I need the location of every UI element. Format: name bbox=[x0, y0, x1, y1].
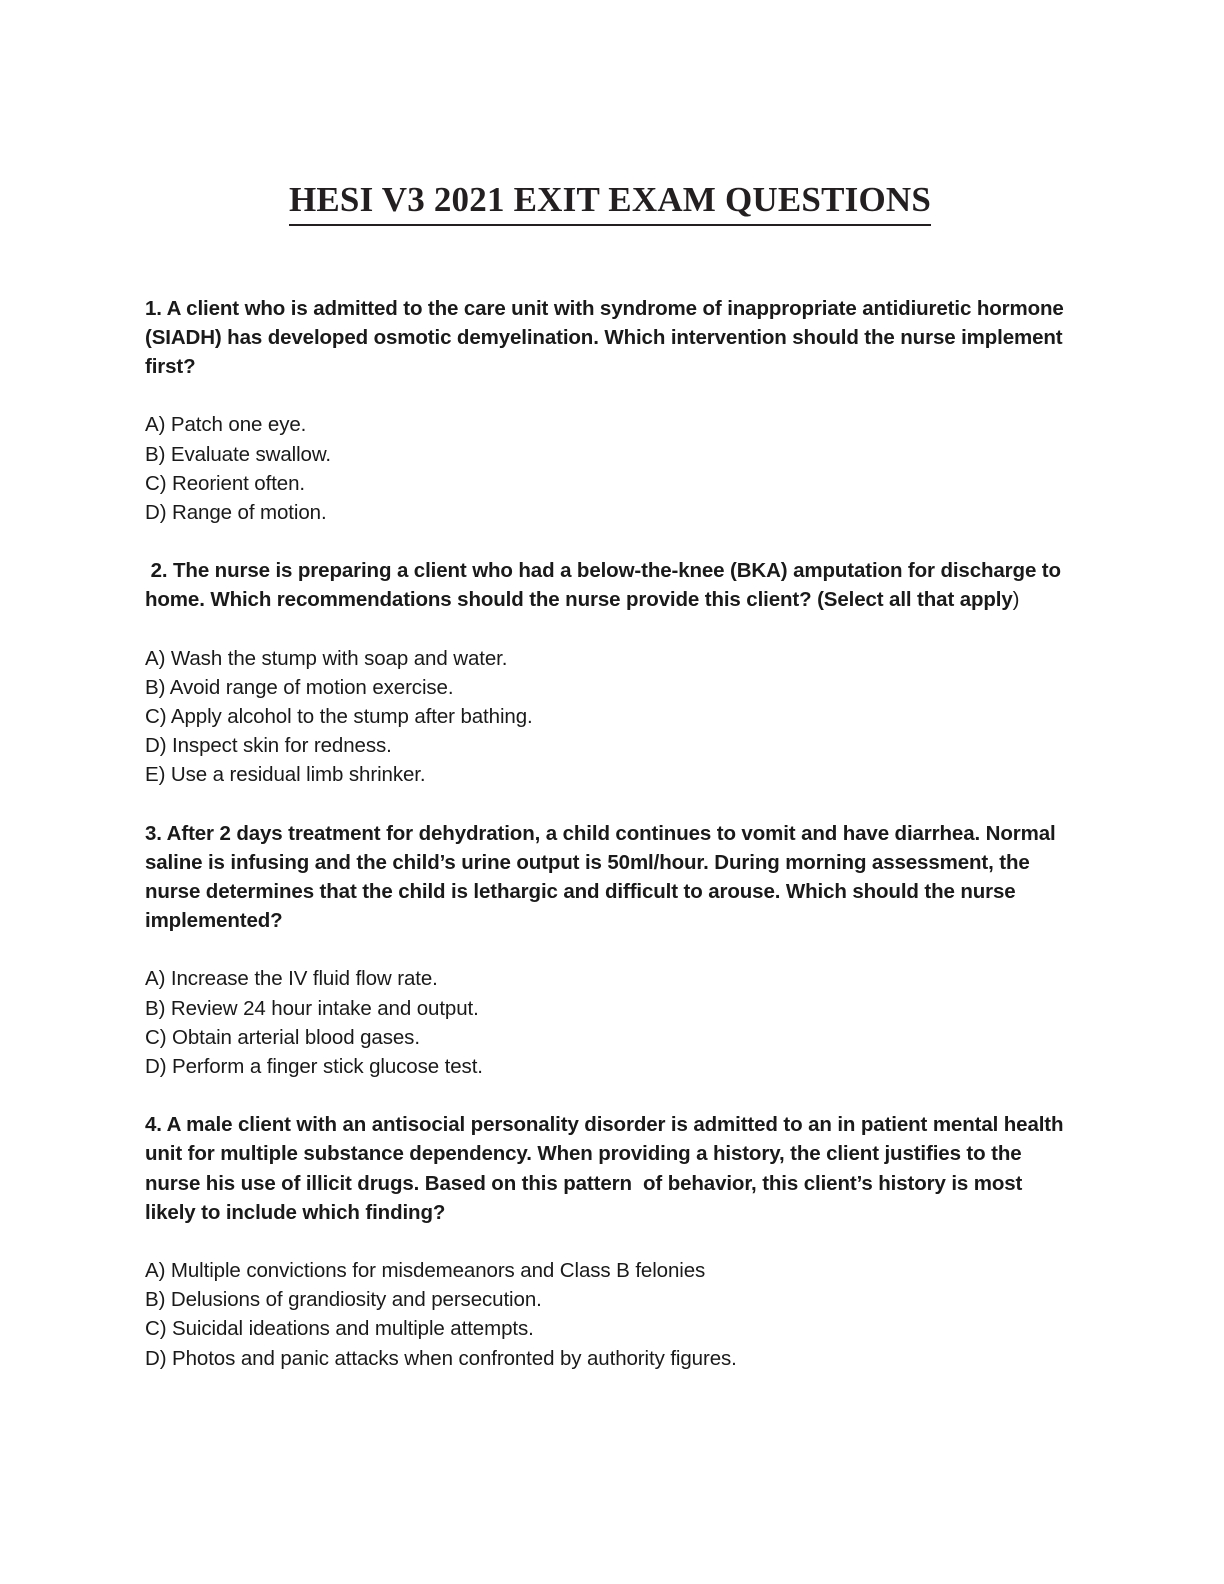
question-stem-2-tail: ) bbox=[1012, 588, 1020, 612]
option-3-a[interactable]: A) Increase the IV fluid flow rate. bbox=[145, 967, 438, 991]
question-block-1 bbox=[145, 294, 1075, 527]
option-list-3 bbox=[145, 964, 1075, 1081]
question-block-3 bbox=[145, 819, 1075, 1082]
option-1-c[interactable]: C) Reorient often. bbox=[145, 471, 305, 495]
spacer-q1-q2 bbox=[145, 527, 1075, 556]
question-stem-2 bbox=[145, 556, 1075, 614]
option-list-1 bbox=[145, 410, 1075, 527]
option-list-4 bbox=[145, 1256, 1075, 1373]
option-3-b[interactable]: B) Review 24 hour intake and output. bbox=[145, 996, 479, 1020]
question-stem-1 bbox=[145, 294, 1075, 382]
option-2-a[interactable]: A) Wash the stump with soap and water. bbox=[145, 646, 508, 670]
option-list-2 bbox=[145, 644, 1075, 790]
question-stem-3-text: 3. After 2 days treatment for dehydration, a child continues to vomit and have diarrhea. Normal saline is infusing and the child’s urine output is 50ml/hour. During morning assessment, the nurse determines that the child is lethargic and difficult to arouse. Which should the nurse implemented? bbox=[145, 821, 1062, 933]
page-title-text: HESI V3 2021 EXIT EXAM QUESTIONS bbox=[289, 182, 931, 226]
option-4-c[interactable]: C) Suicidal ideations and multiple attempts. bbox=[145, 1317, 534, 1341]
option-1-b[interactable]: B) Evaluate swallow. bbox=[145, 442, 332, 466]
question-stem-2-text: 2. The nurse is preparing a client who had a below-the-knee (BKA) amputation for discharge to home. Which recommendations should the nurse provide this client? (Select all that apply bbox=[145, 559, 1067, 612]
question-block-4 bbox=[145, 1110, 1075, 1373]
option-1-d[interactable]: D) Range of motion. bbox=[145, 500, 327, 524]
question-stem-4 bbox=[145, 1110, 1075, 1227]
question-stem-3 bbox=[145, 819, 1075, 936]
option-1-a[interactable]: A) Patch one eye. bbox=[145, 413, 307, 437]
option-2-c[interactable]: C) Apply alcohol to the stump after bathing. bbox=[145, 704, 533, 728]
spacer-stem-4 bbox=[145, 1227, 1075, 1256]
question-stem-1-text: 1. A client who is admitted to the care unit with syndrome of inappropriate antidiuretic hormone (SIADH) has developed osmotic demyelination. Which intervention should the nurse implement first? bbox=[145, 296, 1070, 379]
option-2-d[interactable]: D) Inspect skin for redness. bbox=[145, 734, 392, 758]
spacer-title bbox=[145, 226, 1075, 294]
page-title bbox=[145, 0, 1075, 226]
option-4-d[interactable]: D) Photos and panic attacks when confronted by authority figures. bbox=[145, 1346, 737, 1370]
question-block-2 bbox=[145, 556, 1075, 789]
spacer-stem-1 bbox=[145, 381, 1075, 410]
option-3-d[interactable]: D) Perform a finger stick glucose test. bbox=[145, 1055, 483, 1079]
spacer-stem-2 bbox=[145, 615, 1075, 644]
option-4-b[interactable]: B) Delusions of grandiosity and persecution. bbox=[145, 1288, 542, 1312]
spacer-stem-3 bbox=[145, 935, 1075, 964]
option-2-e[interactable]: E) Use a residual limb shrinker. bbox=[145, 763, 426, 787]
option-3-c[interactable]: C) Obtain arterial blood gases. bbox=[145, 1025, 420, 1049]
spacer-q3-q4 bbox=[145, 1081, 1075, 1110]
document-body bbox=[145, 0, 1075, 1373]
option-4-a[interactable]: A) Multiple convictions for misdemeanors and Class B felonies bbox=[145, 1259, 706, 1283]
option-2-b[interactable]: B) Avoid range of motion exercise. bbox=[145, 675, 454, 699]
spacer-q2-q3 bbox=[145, 790, 1075, 819]
question-stem-4-text: 4. A male client with an antisocial personality disorder is admitted to an in patient mental health unit for multiple substance dependency. When providing a history, the client justifies to the nurse his use of illicit drugs. Based on this pattern of behavior, this client’s history is most likely to include which finding? bbox=[145, 1113, 1069, 1224]
